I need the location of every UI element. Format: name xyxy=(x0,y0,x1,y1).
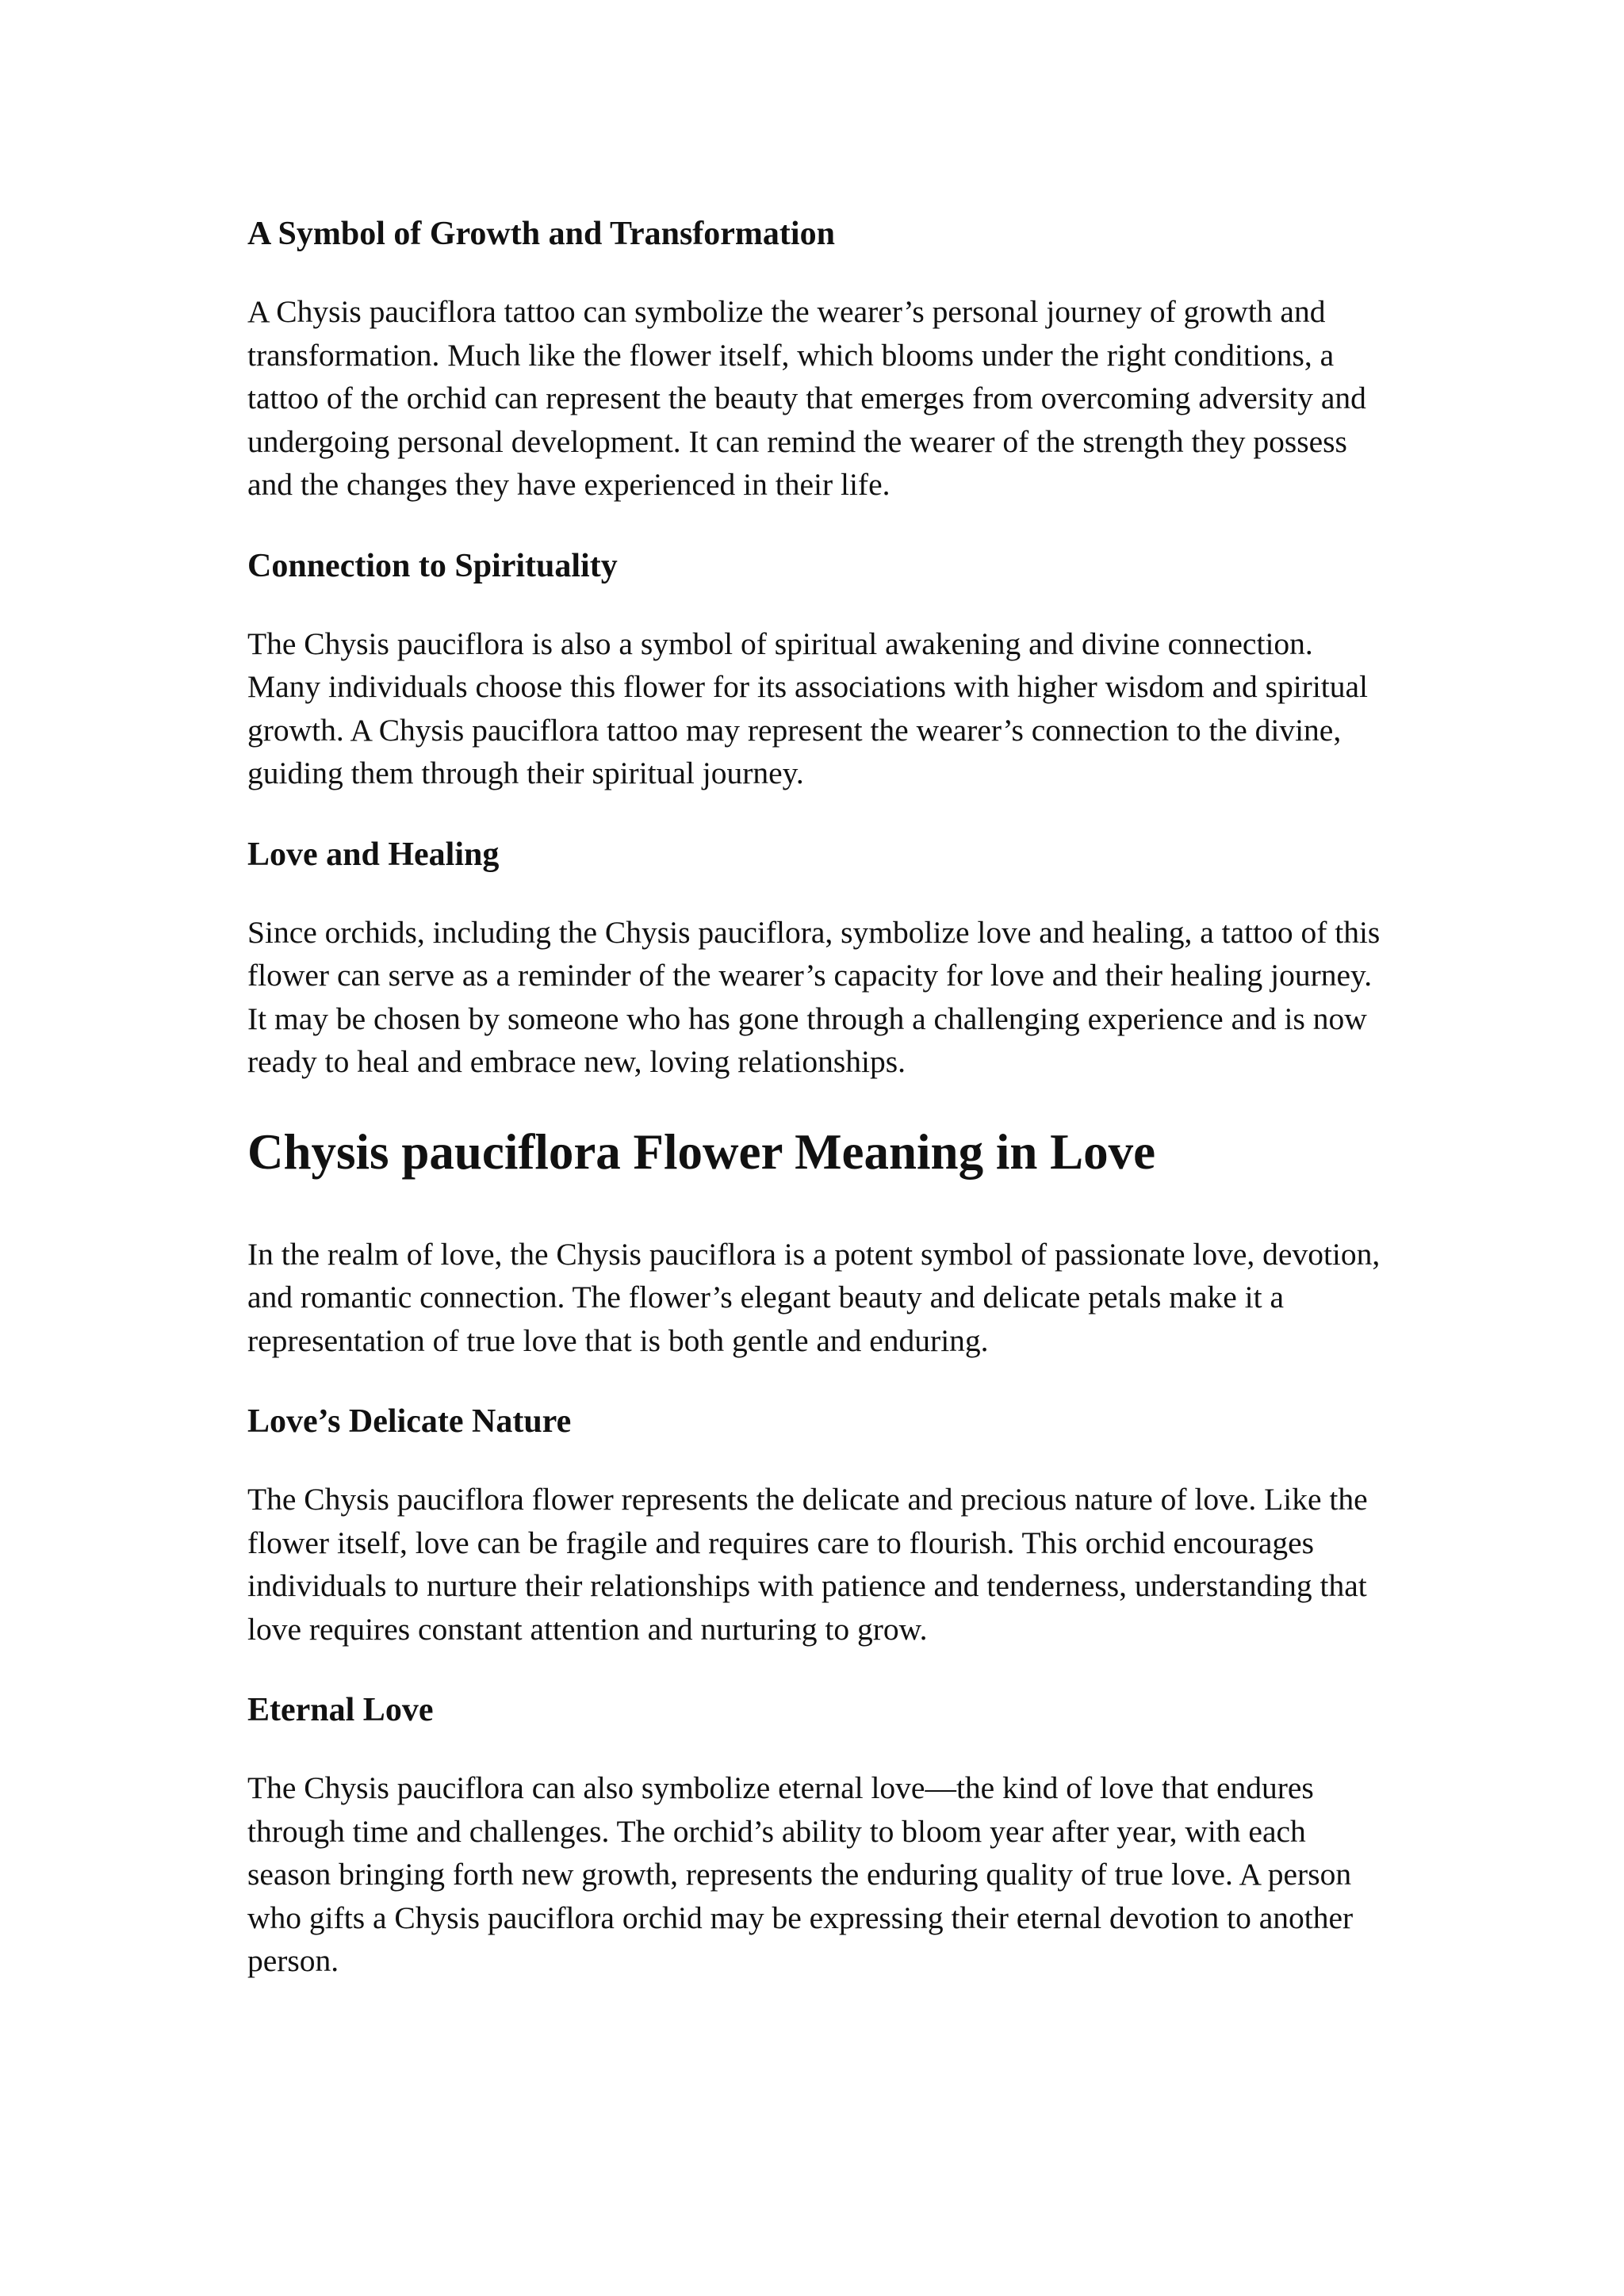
section-eternal-love xyxy=(247,1689,1389,1983)
main-heading: Chysis pauciflora Flower Meaning in Love xyxy=(247,1123,1156,1180)
section-paragraph: The Chysis pauciflora can also symbolize eternal love—the kind of love that endures through time and challenges. The orchid’s ability to bloom year after year, with each season bringing forth new growth, represents the enduring quality of true love. A person who gifts a Chysis pauciflora orchid may be expressing their eternal devotion to another person. xyxy=(247,1770,1354,1978)
section-spirituality xyxy=(247,545,1389,795)
section-heading: Connection to Spirituality xyxy=(247,547,618,584)
intro-paragraph: In the realm of love, the Chysis pauciflora is a potent symbol of passionate love, devotion, and romantic connection. The flower’s elegant beauty and delicate petals make it a representation of true love that is both gentle and enduring. xyxy=(247,1236,1381,1358)
section-paragraph: The Chysis pauciflora is also a symbol of spiritual awakening and divine connection. Many individuals choose this flower for its associations with higher wisdom and spiritual growth. A Chysis pauciflora tattoo may represent the wearer’s connection to the divine, guiding them through their spiritual journey. xyxy=(247,626,1369,790)
section-heading: A Symbol of Growth and Transformation xyxy=(247,216,835,252)
section-paragraph: The Chysis pauciflora flower represents the delicate and precious nature of love. Like the flower itself, love can be fragile and requires care to flourish. This orchid encourages individuals to nurture their relationships with patience and tenderness, understanding that love requires constant attention and nurturing to grow. xyxy=(247,1482,1368,1647)
section-heading: Love’s Delicate Nature xyxy=(247,1403,572,1440)
section-paragraph: Since orchids, including the Chysis pauciflora, symbolize love and healing, a tattoo of this flower can serve as a reminder of the wearer’s capacity for love and their healing journey. It may be chosen by someone who has gone through a challenging experience and is now ready to heal and embrace new, loving relationships. xyxy=(247,914,1381,1079)
section-paragraph: A Chysis pauciflora tattoo can symbolize the wearer’s personal journey of growth and transformation. Much like the flower itself, which blooms under the right conditions, a tattoo of the orchid can represent the beauty that emerges from overcoming adversity and undergoing personal development. It can remind the wearer of the strength they possess and the changes they have experienced in their life. xyxy=(247,294,1366,502)
section-heading: Eternal Love xyxy=(247,1692,434,1728)
section-growth-transformation xyxy=(247,212,1389,507)
section-delicate-nature xyxy=(247,1400,1389,1651)
section-love-healing xyxy=(247,833,1389,1084)
section-heading: Love and Healing xyxy=(247,836,500,873)
document-page xyxy=(247,212,1389,2021)
section-meaning-in-love xyxy=(247,1122,1389,1363)
